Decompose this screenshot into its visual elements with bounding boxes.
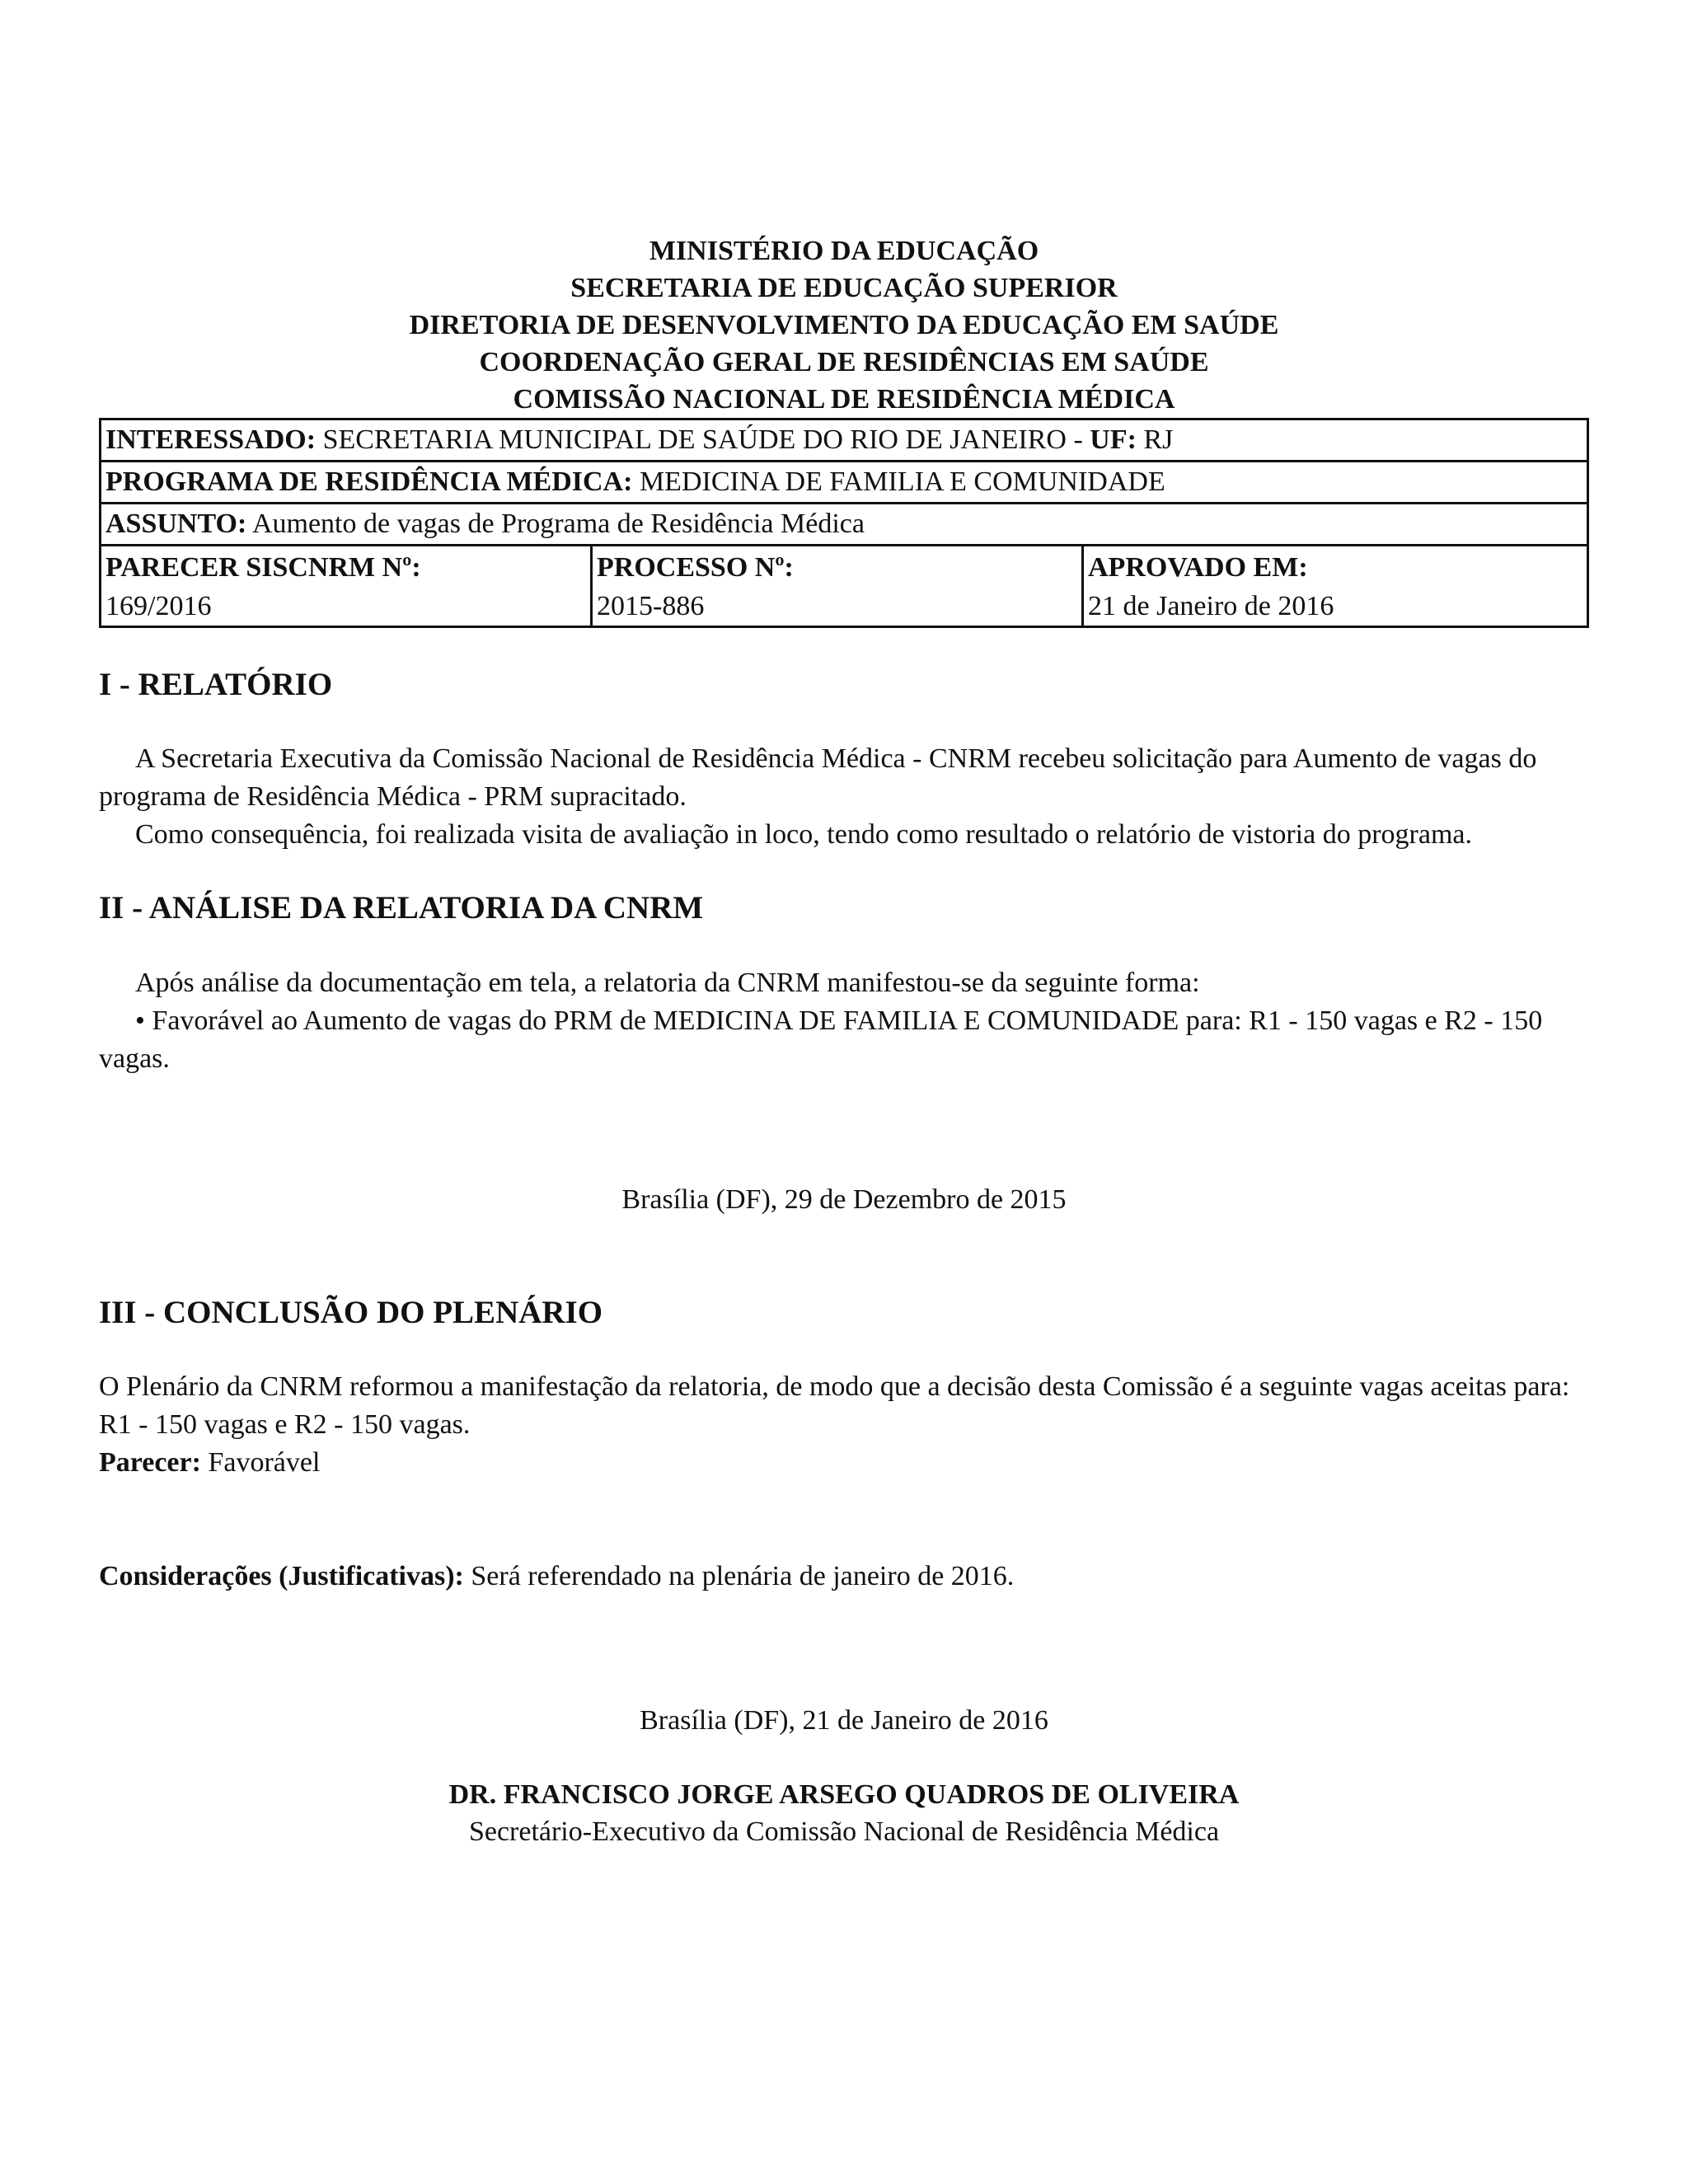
header-line-coordination: COORDENAÇÃO GERAL DE RESIDÊNCIAS EM SAÚDE <box>479 347 1209 377</box>
parecer-final-value: Favorável <box>208 1447 321 1478</box>
row-interessado <box>101 419 1588 462</box>
header-line-secretariat: SECRETARIA DE EDUCAÇÃO SUPERIOR <box>570 273 1118 303</box>
signatory-role: Secretário-Executivo da Comissão Nacional de Residência Médica <box>468 1816 1220 1847</box>
row-assunto <box>101 504 1588 546</box>
analise-bullet-item: • Favorável ao Aumento de vagas do PRM de MEDICINA DE FAMILIA E COMUNIDADE para: R1 - 150 vagas e R2 - 150 vagas. <box>99 1005 1543 1074</box>
programa-label: PROGRAMA DE RESIDÊNCIA MÉDICA: <box>106 466 633 497</box>
document-header <box>0 232 1688 418</box>
uf-value: RJ <box>1143 424 1174 455</box>
programa-value: MEDICINA DE FAMILIA E COMUNIDADE <box>639 466 1165 497</box>
consideracoes-line <box>99 1558 1587 1596</box>
interessado-cell <box>101 419 1588 462</box>
processo-value: 2015-886 <box>597 591 705 621</box>
row-programa <box>101 462 1588 504</box>
relatoria-date: Brasília (DF), 29 de Dezembro de 2015 <box>621 1184 1067 1215</box>
parecer-final-label: Parecer: <box>99 1447 201 1478</box>
header-line-ministry: MINISTÉRIO DA EDUCAÇÃO <box>649 236 1039 266</box>
final-date: Brasília (DF), 21 de Janeiro de 2016 <box>640 1705 1048 1736</box>
programa-cell <box>101 462 1588 504</box>
aprovado-label: APROVADO EM: <box>1088 552 1308 583</box>
analise-paragraph: Após análise da documentação em tela, a relatoria da CNRM manifestou-se da seguinte forma: <box>135 968 1200 998</box>
relatorio-paragraph-1: A Secretaria Executiva da Comissão Nacional de Residência Médica - CNRM recebeu solicitação para Aumento de vagas do programa de Residência Médica - PRM supracitado. <box>99 743 1537 812</box>
row-identifiers <box>101 546 1588 627</box>
assunto-value: Aumento de vagas de Programa de Residência Médica <box>251 509 865 539</box>
info-table <box>99 418 1589 628</box>
assunto-label: ASSUNTO: <box>106 509 247 539</box>
parecer-line <box>99 1444 1587 1482</box>
header-line-directorate: DIRETORIA DE DESENVOLVIMENTO DA EDUCAÇÃO EM SAÚDE <box>409 310 1279 340</box>
signatory-name: DR. FRANCISCO JORGE ARSEGO QUADROS DE OLIVEIRA <box>448 1779 1240 1810</box>
processo-cell <box>592 546 1083 627</box>
consideracoes-value: Será referendado na plenária de janeiro de 2016. <box>471 1561 1015 1591</box>
conclusao-paragraph: O Plenário da CNRM reformou a manifestação da relatoria, de modo que a decisão desta Comissão é a seguinte vagas aceitas para: R1 - 150 vagas e R2 - 150 vagas. <box>99 1371 1570 1440</box>
parecer-value: 169/2016 <box>106 591 212 621</box>
interessado-label: INTERESSADO: <box>106 424 316 455</box>
processo-label: PROCESSO Nº: <box>597 552 794 583</box>
relatorio-paragraph-2: Como consequência, foi realizada visita de avaliação in loco, tendo como resultado o relatório de vistoria do programa. <box>135 819 1472 850</box>
parecer-cell <box>101 546 592 627</box>
uf-label: UF: <box>1090 424 1137 455</box>
consideracoes-label: Considerações (Justificativas): <box>99 1561 464 1591</box>
parecer-label: PARECER SISCNRM Nº: <box>106 552 421 583</box>
section-conclusao-title: III - CONCLUSÃO DO PLENÁRIO <box>99 1295 603 1330</box>
interessado-value: SECRETARIA MUNICIPAL DE SAÚDE DO RIO DE JANEIRO - <box>322 424 1083 455</box>
section-relatorio-title: I - RELATÓRIO <box>99 667 333 702</box>
aprovado-cell <box>1083 546 1588 627</box>
section-analise-title: II - ANÁLISE DA RELATORIA DA CNRM <box>99 890 704 926</box>
assunto-cell <box>101 504 1588 546</box>
aprovado-value: 21 de Janeiro de 2016 <box>1088 591 1334 621</box>
header-line-commission: COMISSÃO NACIONAL DE RESIDÊNCIA MÉDICA <box>513 384 1175 415</box>
